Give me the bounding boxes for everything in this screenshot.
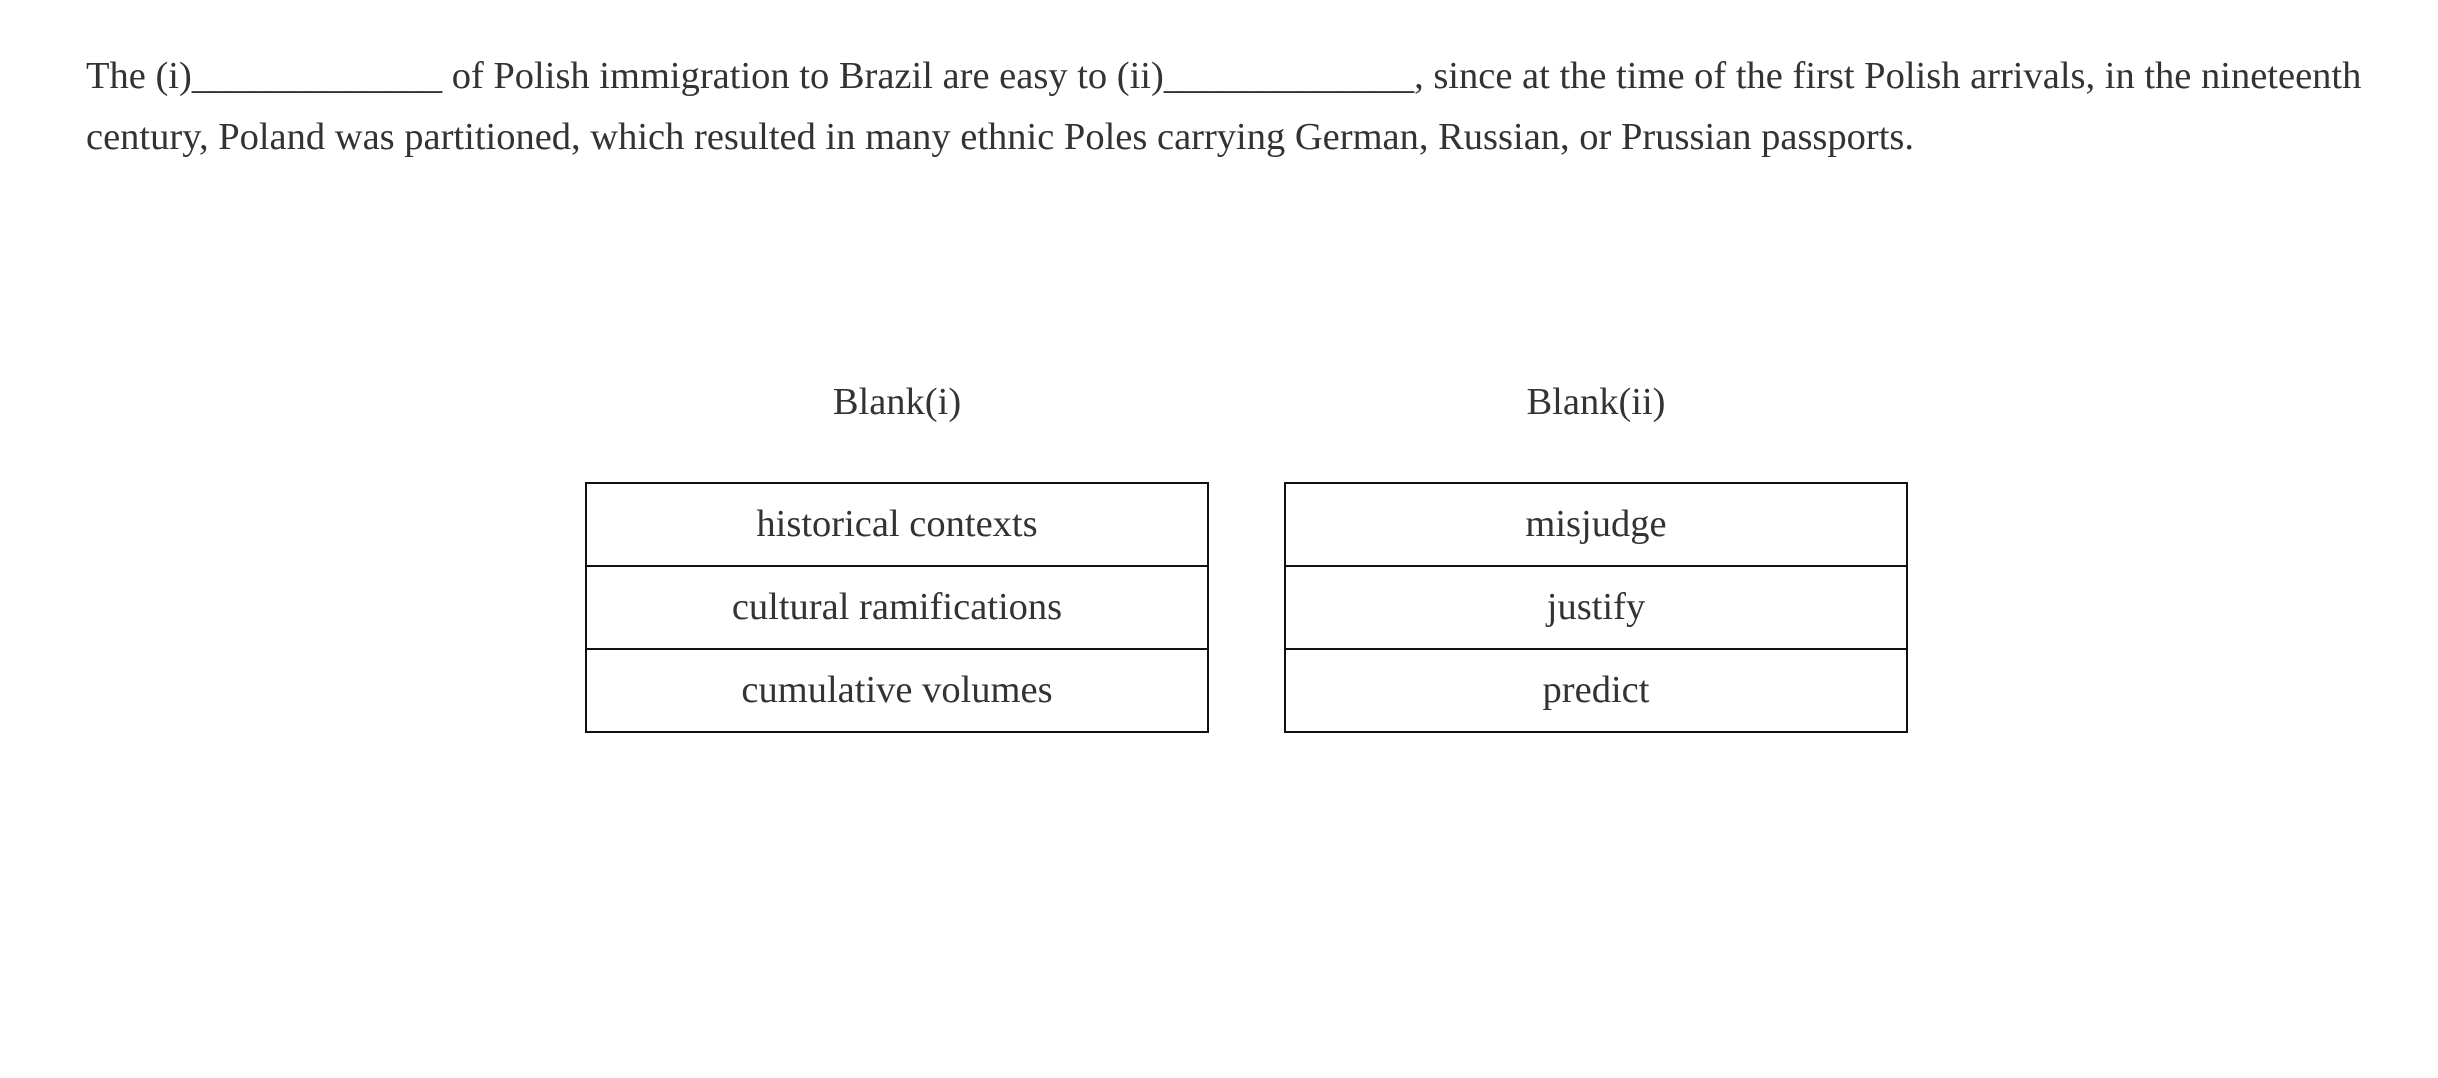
blank-ii-option-justify[interactable]: justify	[1286, 565, 1906, 648]
blank-i-option-cultural-ramifications[interactable]: cultural ramifications	[587, 565, 1207, 648]
blank-i-choices	[585, 482, 1209, 733]
blank-i-option-cumulative-volumes[interactable]: cumulative volumes	[587, 648, 1207, 731]
blank-ii-line: _____________	[1163, 55, 1415, 97]
question-part-1: The (i)	[86, 55, 192, 97]
blank-i-heading: Blank(i)	[832, 381, 962, 423]
question-part-3: , since at the time of the first Polish arrivals, in the nineteenth century, Poland was partitioned, which resulted in many ethnic Poles carrying German, Russian, or Prussian passports.	[86, 55, 2362, 158]
blank-ii-option-predict[interactable]: predict	[1286, 648, 1906, 731]
blank-i-column	[585, 372, 1209, 733]
blank-ii-heading: Blank(ii)	[1526, 381, 1666, 423]
question-text	[86, 46, 2386, 168]
blank-i-line: _____________	[191, 55, 443, 97]
question-part-2: of Polish immigration to Brazil are easy to (ii)	[442, 55, 1164, 97]
blank-ii-column	[1284, 372, 1908, 733]
blank-ii-option-misjudge[interactable]: misjudge	[1525, 503, 1667, 545]
blank-ii-choices	[1284, 482, 1908, 733]
blank-i-option-historical-contexts[interactable]: historical contexts	[756, 503, 1038, 545]
